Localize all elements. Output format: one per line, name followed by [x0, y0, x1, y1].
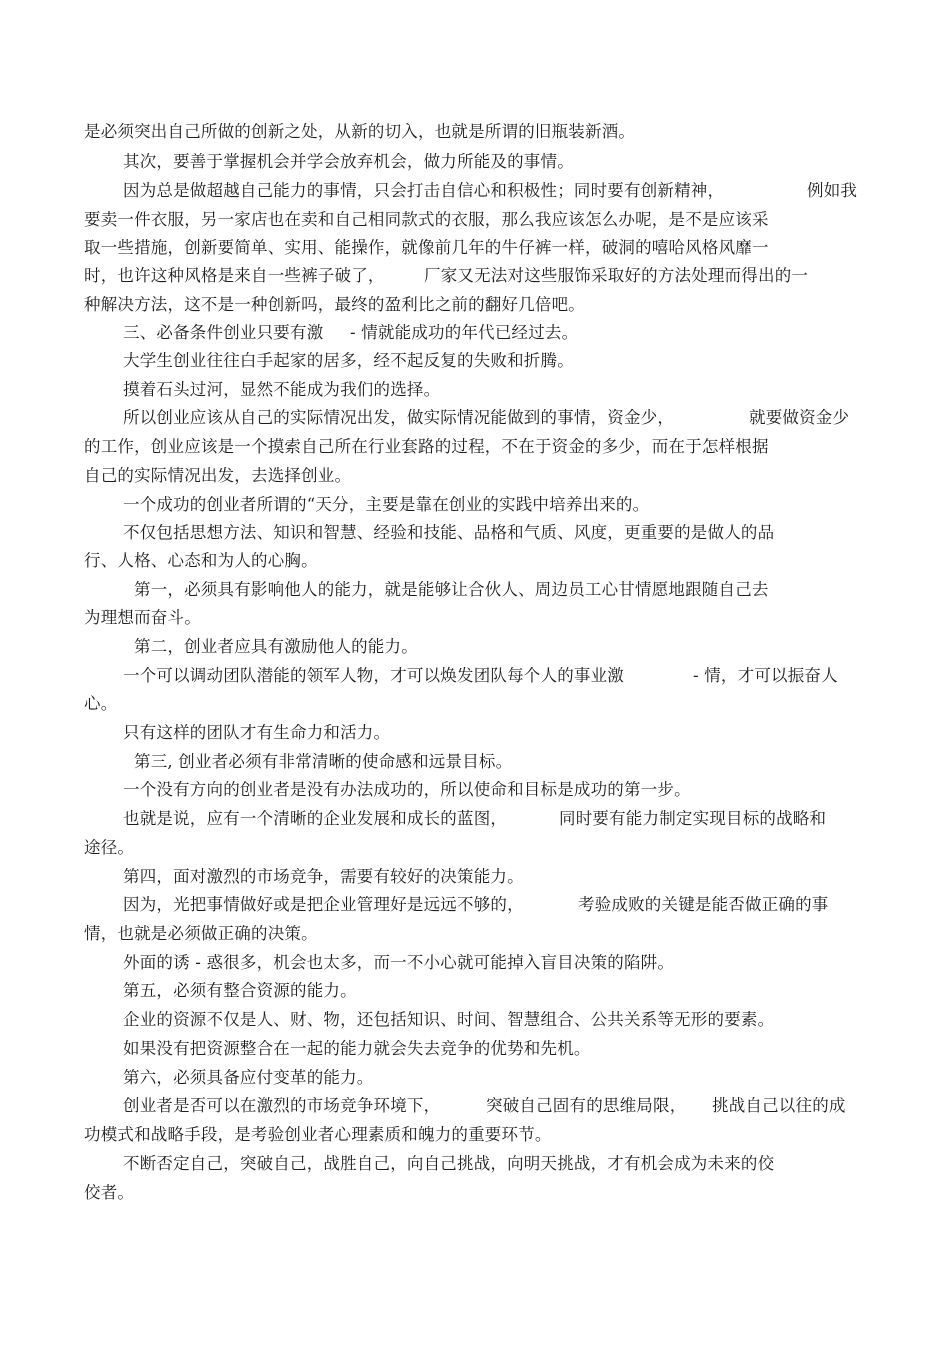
text-line: 佼者。	[84, 1183, 135, 1202]
text-line: 如果没有把资源整合在一起的能力就会失去竞争的优势和先机。	[123, 1039, 591, 1058]
text-line: 不仅包括思想方法、知识和智慧、经验和技能、品格和气质、风度，更重要的是做人的品	[123, 523, 775, 542]
text-line: 大学生创业往往白手起家的居多，经不起反复的失败和折腾。	[123, 351, 574, 370]
text-line: - 情，才可以振奋人	[693, 666, 838, 685]
text-line: 第二，创业者应具有激励他人的能力。	[134, 637, 418, 656]
text-line: 心。	[84, 694, 118, 713]
text-line: 突破自己固有的思维局限，	[486, 1096, 687, 1115]
text-line: 情，也就是必须做正确的决策。	[84, 924, 318, 943]
text-line: 功模式和战略手段，是考验创业者心理素质和魄力的重要环节。	[84, 1125, 552, 1144]
text-line: 不断否定自己，突破自己，战胜自己，向自己挑战，向明天挑战，才有机会成为未来的佼	[123, 1154, 775, 1173]
text-line: 只有这样的团队才有生命力和活力。	[123, 723, 391, 742]
text-line: 要卖一件衣服，另一家店也在卖和自己相同款式的衣服，那么我应该怎么办呢，是不是应该采	[84, 210, 769, 229]
text-line: 行、人格、心态和为人的心胸。	[84, 551, 318, 570]
text-line: 第四，面对激烈的市场竞争，需要有较好的决策能力。	[123, 867, 524, 886]
text-line: 种解决方法，这不是一种创新吗，最终的盈利比之前的翻好几倍吧。	[84, 295, 585, 314]
text-line: 考验成败的关键是能否做正确的事	[578, 895, 829, 914]
text-line: 就要做资金少	[749, 408, 850, 427]
text-line: 厂家又无法对这些服饰采取好的方法处理而得出的一	[424, 266, 809, 285]
text-line: 一个可以调动团队潜能的领军人物，才可以焕发团队每个人的事业激	[123, 666, 624, 685]
text-line: 途径。	[84, 838, 135, 857]
text-line: 摸着石头过河，显然不能成为我们的选择。	[123, 380, 441, 399]
text-line: - 情就能成功的年代已经过去。	[350, 323, 579, 342]
text-line: 一个没有方向的创业者是没有办法成功的，所以使命和目标是成功的第一步。	[123, 780, 691, 799]
text-line: 所以创业应该从自己的实际情况出发，做实际情况能做到的事情，资金少，	[123, 408, 675, 427]
text-line: 一个成功的创业者所谓的“天分，主要是靠在创业的实践中培养出来的。	[123, 495, 650, 514]
text-line: 三、必备条件创业只要有激	[123, 323, 324, 342]
text-line: 自己的实际情况出发，去选择创业。	[84, 466, 352, 485]
text-line: 第六，必须具备应付变革的能力。	[123, 1068, 374, 1087]
text-line: 也就是说，应有一个清晰的企业发展和成长的蓝图，	[123, 809, 508, 828]
text-line: 为理想而奋斗。	[84, 608, 201, 627]
text-line: 时，也许这种风格是来自一些裤子破了，	[84, 266, 385, 285]
text-line: 是必须突出自己所做的创新之处，从新的切入，也就是所谓的旧瓶装新酒。	[84, 122, 636, 141]
text-line: 创业者是否可以在激烈的市场竞争环境下，	[123, 1096, 441, 1115]
text-line: 例如我	[807, 181, 858, 200]
text-line: 企业的资源不仅是人、财、物，还包括知识、时间、智慧组合、公共关系等无形的要素。	[123, 1010, 775, 1029]
text-line: 第一，必须具有影响他人的能力，就是能够让合伙人、周边员工心甘情愿地跟随自己去	[134, 580, 769, 599]
text-line: 挑战自己以往的成	[712, 1096, 846, 1115]
text-line: 因为，光把事情做好或是把企业管理好是远远不够的，	[123, 895, 524, 914]
text-line: 的工作，创业应该是一个摸索自己所在行业套路的过程，不在于资金的多少，而在于怎样根据	[84, 437, 769, 456]
text-line: 第三, 创业者必须有非常清晰的使命感和远景目标。	[134, 752, 513, 771]
text-line: 同时要有能力制定实现目标的战略和	[559, 809, 827, 828]
text-line: 外面的诱 - 惑很多，机会也太多，而一不小心就可能掉入盲目决策的陷阱。	[123, 953, 675, 972]
text-line: 第五，必须有整合资源的能力。	[123, 981, 357, 1000]
text-line: 因为总是做超越自己能力的事情，只会打击自信心和积极性；同时要有创新精神，	[123, 181, 725, 200]
text-line: 取一些措施，创新要简单、实用、能操作，就像前几年的牛仔裤一样，破洞的嘻哈风格风靡一	[84, 238, 769, 257]
text-line: 其次，要善于掌握机会并学会放弃机会，做力所能及的事情。	[123, 152, 574, 171]
